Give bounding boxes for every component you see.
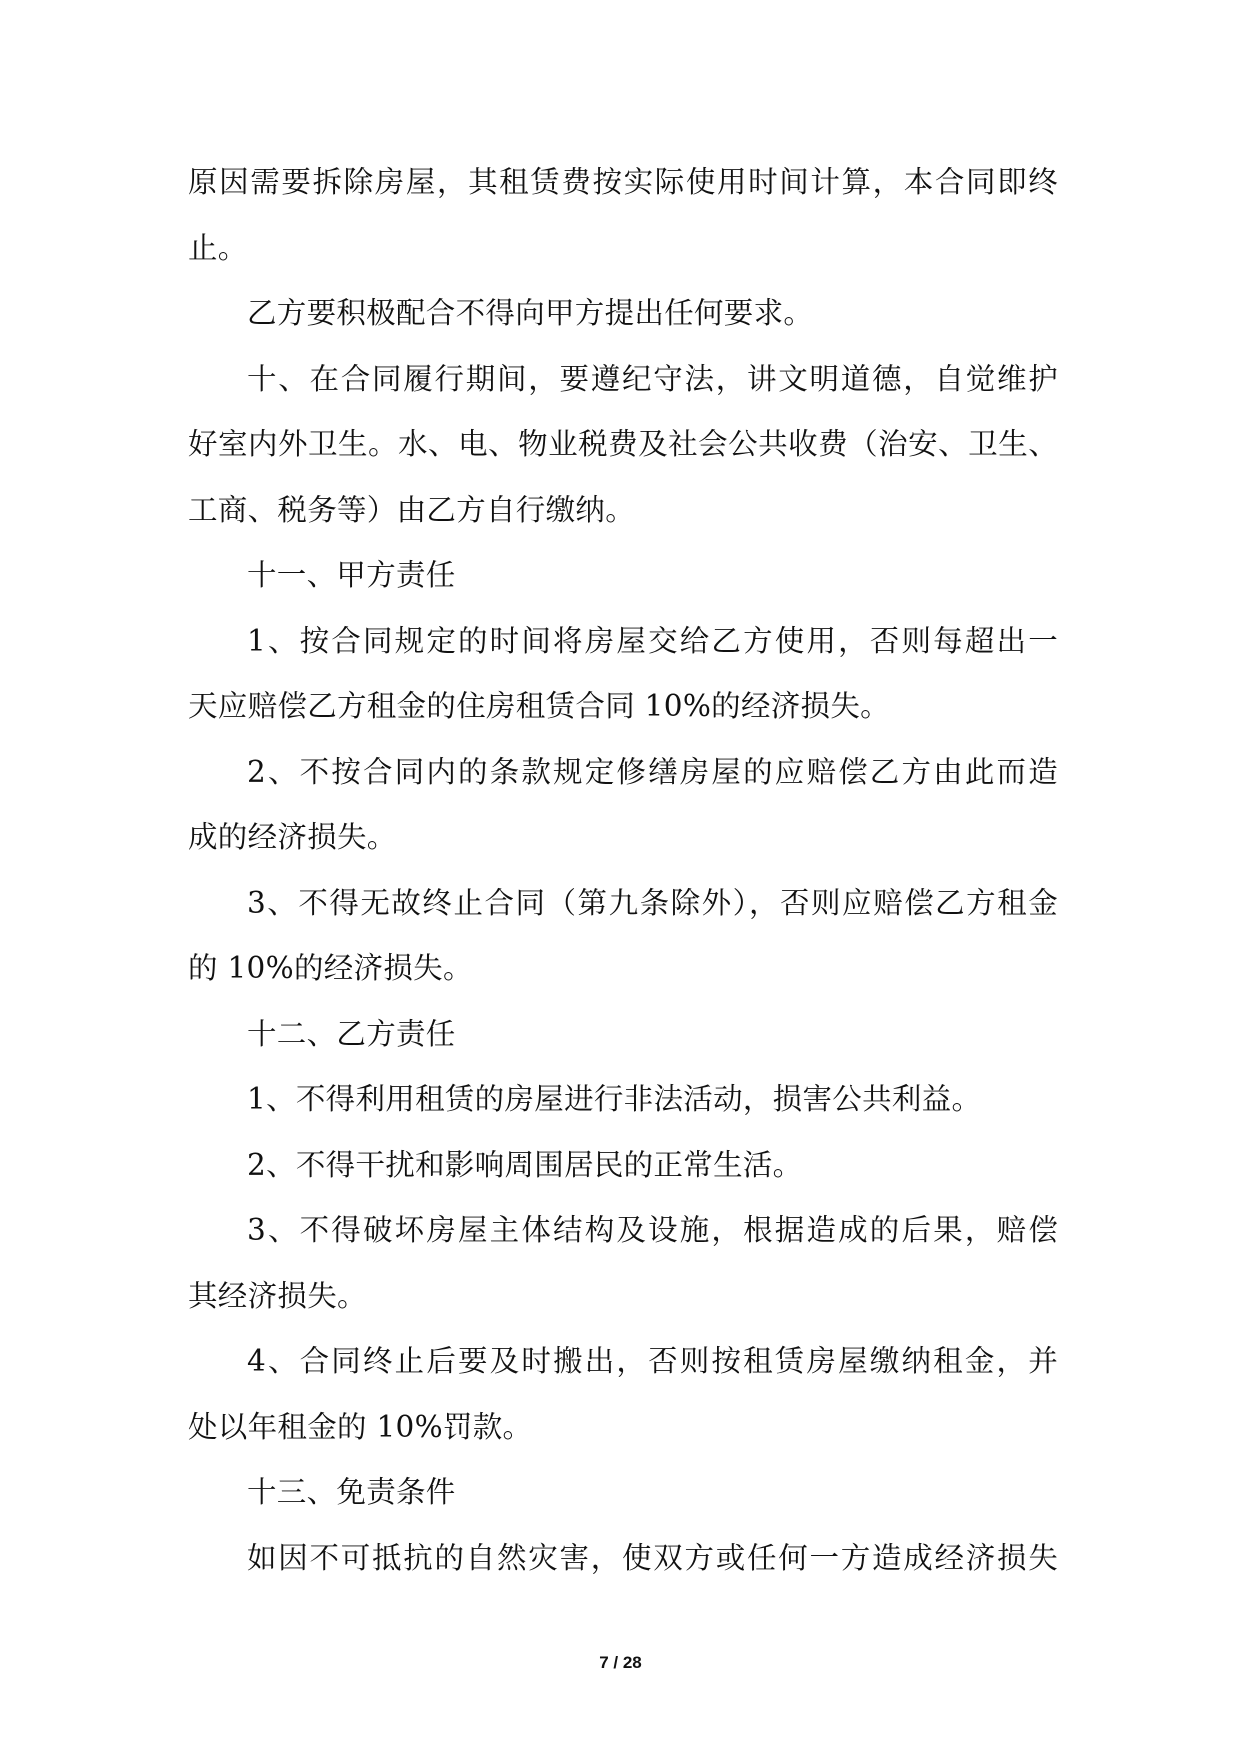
clause-line: 1、按合同规定的时间将房屋交给乙方使用，否则每超出一 [247,623,1058,658]
clause-line: 3、不得无故终止合同（第九条除外），否则应赔偿乙方租金 [247,885,1058,920]
text-line: 原因需要拆除房屋，其租赁费按实际使用时间计算，本合同即终 [188,165,1058,199]
text-line: 如因不可抵抗的自然灾害，使双方或任何一方造成经济损失 [247,1540,1058,1575]
clause-line: 3、不得破坏房屋主体结构及设施，根据造成的后果，赔偿 [247,1213,1058,1247]
text-line: 乙方要积极配合不得向甲方提出任何要求。 [247,296,814,330]
section-heading-12: 十二、乙方责任 [247,1016,456,1051]
text-line: 天应赔偿乙方租金的住房租赁合同 10%的经济损失。 [188,689,890,723]
clause-line: 4、合同终止后要及时搬出，否则按租赁房屋缴纳租金，并 [247,1344,1058,1378]
text-line: 其经济损失。 [188,1278,367,1313]
page-number: 7 / 28 [599,1653,642,1672]
text-line: 止。 [188,230,248,265]
text-line: 成的经济损失。 [188,820,397,854]
text-line: 好室内外卫生。水、电、物业税费及社会公共收费（治安、卫生、 [188,427,1058,461]
clause-line: 2、不得干扰和影响周围居民的正常生活。 [247,1147,803,1182]
section-heading-13: 十三、免责条件 [247,1475,456,1509]
body-text [188,150,1058,1591]
text-line: 处以年租金的 10%罚款。 [188,1409,533,1444]
clause-line: 2、不按合同内的条款规定修缮房屋的应赔偿乙方由此而造 [247,754,1058,789]
text-line: 的 10%的经济损失。 [188,951,473,985]
clause-line: 1、不得利用租赁的房屋进行非法活动，损害公共利益。 [247,1082,982,1116]
section-heading-11: 十一、甲方责任 [247,558,456,592]
text-line: 工商、税务等）由乙方自行缴纳。 [188,492,636,527]
section-10-line: 十、在合同履行期间，要遵纪守法，讲文明道德，自觉维护 [247,361,1058,396]
